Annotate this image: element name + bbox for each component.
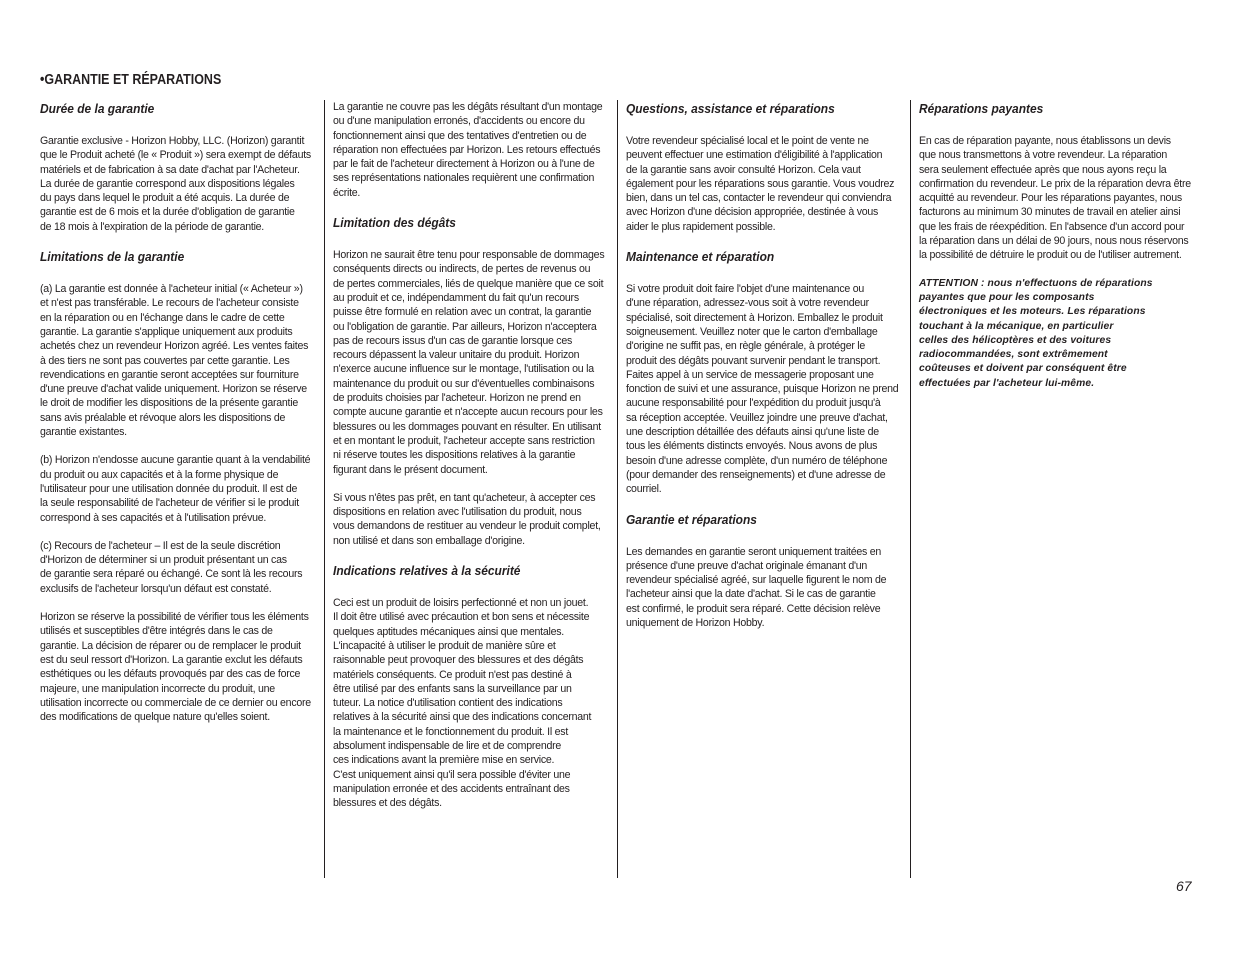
heading-indications-securite: Indications relatives à la sécurité [333,563,521,579]
page-title: •GARANTIE ET RÉPARATIONS [40,72,222,88]
paragraph: Si vous n'êtes pas prêt, en tant qu'acheteur, à accepter ces dispositions en relation avec l'utilisation du produit, nous vous demandons de restituer au vendeur le produit complet, non utilisé et dans son emballage d'origine. [333,491,601,547]
paragraph: Horizon ne saurait être tenu pour responsable de dommages conséquents directs ou indirects, de pertes de revenus ou de pertes commerciales, liés de quelque manière que ce soit au produit et ce, indépendamment du fait qu'un recours puisse être formulé en relation avec un contrat, la garantie ou l'obligation de garantie. Par ailleurs, Horizon n'acceptera pas de recours issus d'un cas de garantie lorsque ces recours dépassent la valeur unitaire du produit. Horizon n'exerce aucune influence sur le montage, l'utilisation ou la maintenance du produit ou sur d'éventuelles combinaisons de produits choisies par l'acheteur. Horizon ne prend en compte aucune garantie et n'accepte aucun recours pour les blessures ou les dommages pouvant en résulter. En utilisant et en montant le produit, l'acheteur accepte sans restriction ni réserve toutes les dispositions relatives à la garantie figurant dans le présent document. [333,249,605,476]
page-number: 67 [1176,878,1192,894]
paragraph: Les demandes en garantie seront uniquement traitées en présence d'une preuve d'achat originale émanant d'un revendeur spécialisé agréé, sur laquelle figurent le nom de l'acheteur ainsi que la date d'achat. Si le cas de garantie est confirmé, le produit sera réparé. Cette décision relève uniquement de Horizon Hobby. [626,545,887,630]
paragraph: (a) La garantie est donnée à l'acheteur initial (« Acheteur ») et n'est pas transférable. Le recours de l'acheteur consiste en la réparation ou en l'échange dans le cadre de cette garantie. La garantie s'applique uniquement aux produits achetés chez un revendeur Horizon agréé. Les ventes faites à des tiers ne sont pas couvertes par cette garantie. Les revendications en garantie seront acceptées sur fourniture d'une preuve d'achat valide uniquement. Horizon se réserve le droit de modifier les dispositions de la présente garantie sans avis préalable et révoque alors les dispositions de garantie existantes. [40,283,309,439]
column-divider [617,100,618,878]
column-divider [324,100,325,878]
paragraph: Si votre produit doit faire l'objet d'une maintenance ou d'une réparation, adressez-vous soit à votre revendeur spécialisé, soit directement à Horizon. Emballez le produit soigneusement. Veuillez noter que le carton d'emballage d'origine ne suffit pas, en règle générale, à protéger le produit des dégâts pouvant survenir pendant le transport. Faites appel à un service de messagerie proposant une fonction de suivi et une assurance, puisque Horizon ne prend aucune responsabilité pour l'expédition du produit jusqu'à sa réception acceptée. Veuillez joindre une preuve d'achat, une description détaillée des défauts ainsi qu'une liste de tous les éléments distincts envoyés. Nous avons de plus besoin d'une adresse complète, d'un numéro de téléphone (pour demander des renseignements) et d'une adresse de courriel. [626,283,899,496]
paragraph: (b) Horizon n'endosse aucune garantie quant à la vendabilité du produit ou aux capacités et à la forme physique de l'utilisateur pour une utilisation donnée du produit. Il est de la seule responsabilité de l'acheteur de vérifier si le produit correspond à ses capacités et à l'utilisation prévue. [40,454,311,524]
column-4 [919,100,1195,391]
paragraph: En cas de réparation payante, nous établissons un devis que nous transmettons à votre revendeur. La réparation sera seulement effectuée après que nous ayons reçu la confirmation du revendeur. Le prix de la réparation devra être acquitté au revendeur. Pour les réparations payantes, nous facturons au minimum 30 minutes de travail en atelier ainsi que les frais de réexpédition. En l'absence d'un accord pour la réparation dans un délai de 90 jours, nous nous réservons la possibilité de détruire le produit ou de l'utiliser autrement. [919,135,1191,262]
paragraph: La garantie ne couvre pas les dégâts résultant d'un montage ou d'une manipulation erronés, d'accidents ou encore du fonctionnement ainsi que des tentatives d'entretien ou de réparation non effectuées par Horizon. Les retours effectués par le fait de l'acheteur directement à Horizon ou à l'une de ses représentations nationales requièrent une confirmation écrite. [333,101,603,199]
column-1 [40,100,316,738]
paragraph: Garantie exclusive - Horizon Hobby, LLC. (Horizon) garantit que le Produit acheté (le « Produit ») sera exempt de défauts matériels et de fabrication à sa date d'achat par l'Acheteur. La durée de garantie correspond aux dispositions légales du pays dans lequel le produit a été acquis. La durée de garantie est de 6 mois et la durée d'obligation de garantie de 18 mois à l'expiration de la période de garantie. [40,135,311,233]
heading-garantie-reparations: Garantie et réparations [626,511,757,527]
heading-maintenance-reparation: Maintenance et réparation [626,249,775,265]
column-3 [626,100,902,644]
heading-duree-garantie: Durée de la garantie [40,101,155,116]
attention-warning: ATTENTION : nous n'effectuons de réparations payantes que pour les composants électroniques et les moteurs. Les réparations touchant à la mécanique, en particulier celles des hélicoptères et des voitures radiocommandées, sont extrêmement coûteuses et doivent par conséquent être effectuées par l'acheteur lui-même. [919,277,1153,389]
heading-limitation-degats: Limitation des dégâts [333,215,456,231]
paragraph: (c) Recours de l'acheteur – Il est de la seule discrétion d'Horizon de déterminer si un produit présentant un cas de garantie sera réparé ou échangé. Ce sont là les recours exclusifs de l'acheteur lorsqu'un défaut est constaté. [40,539,303,595]
paragraph: Votre revendeur spécialisé local et le point de vente ne peuvent effectuer une estimation d'éligibilité à l'application de la garantie sans avoir consulté Horizon. Cela vaut également pour les réparations sous garantie. Vous voudrez bien, dans un tel cas, contacter le revendeur qui conviendra avec Horizon d'une décision appropriée, destinée à vous aider le plus rapidement possible. [626,135,895,233]
column-2 [333,100,609,824]
column-divider [910,100,911,878]
heading-questions-assistance: Questions, assistance et réparations [626,101,835,116]
paragraph: Ceci est un produit de loisirs perfectionné et non un jouet. Il doit être utilisé avec précaution et bon sens et nécessite quelques aptitudes mécaniques ainsi que mentales. L'incapacité à utiliser le produit de manière sûre et raisonnable peut provoquer des blessures et des dégâts matériels conséquents. Ce produit n'est pas destiné à être utilisé par des enfants sans la surveillance par un tuteur. La notice d'utilisation contient des indications relatives à la sécurité ainsi que des indications concernant la maintenance et le fonctionnement du produit. Il est absolument indispensable de lire et de comprendre ces indications avant la première mise en service. C'est uniquement ainsi qu'il sera possible d'éviter une manipulation erronée et des accidents entraînant des blessures et des dégâts. [333,597,592,810]
heading-reparations-payantes: Réparations payantes [919,101,1044,116]
paragraph: Horizon se réserve la possibilité de vérifier tous les éléments utilisés et susceptibles d'être intégrés dans le cas de garantie. La décision de réparer ou de remplacer le produit est du seul ressort d'Horizon. La garantie exclut les défauts esthétiques ou les défauts provoqués par des cas de force majeure, une manipulation incorrecte du produit, une utilisation incorrecte ou commerciale de ce dernier ou encore des modifications de quelque nature qu'elles soient. [40,611,311,724]
heading-limitations-garantie: Limitations de la garantie [40,249,185,265]
